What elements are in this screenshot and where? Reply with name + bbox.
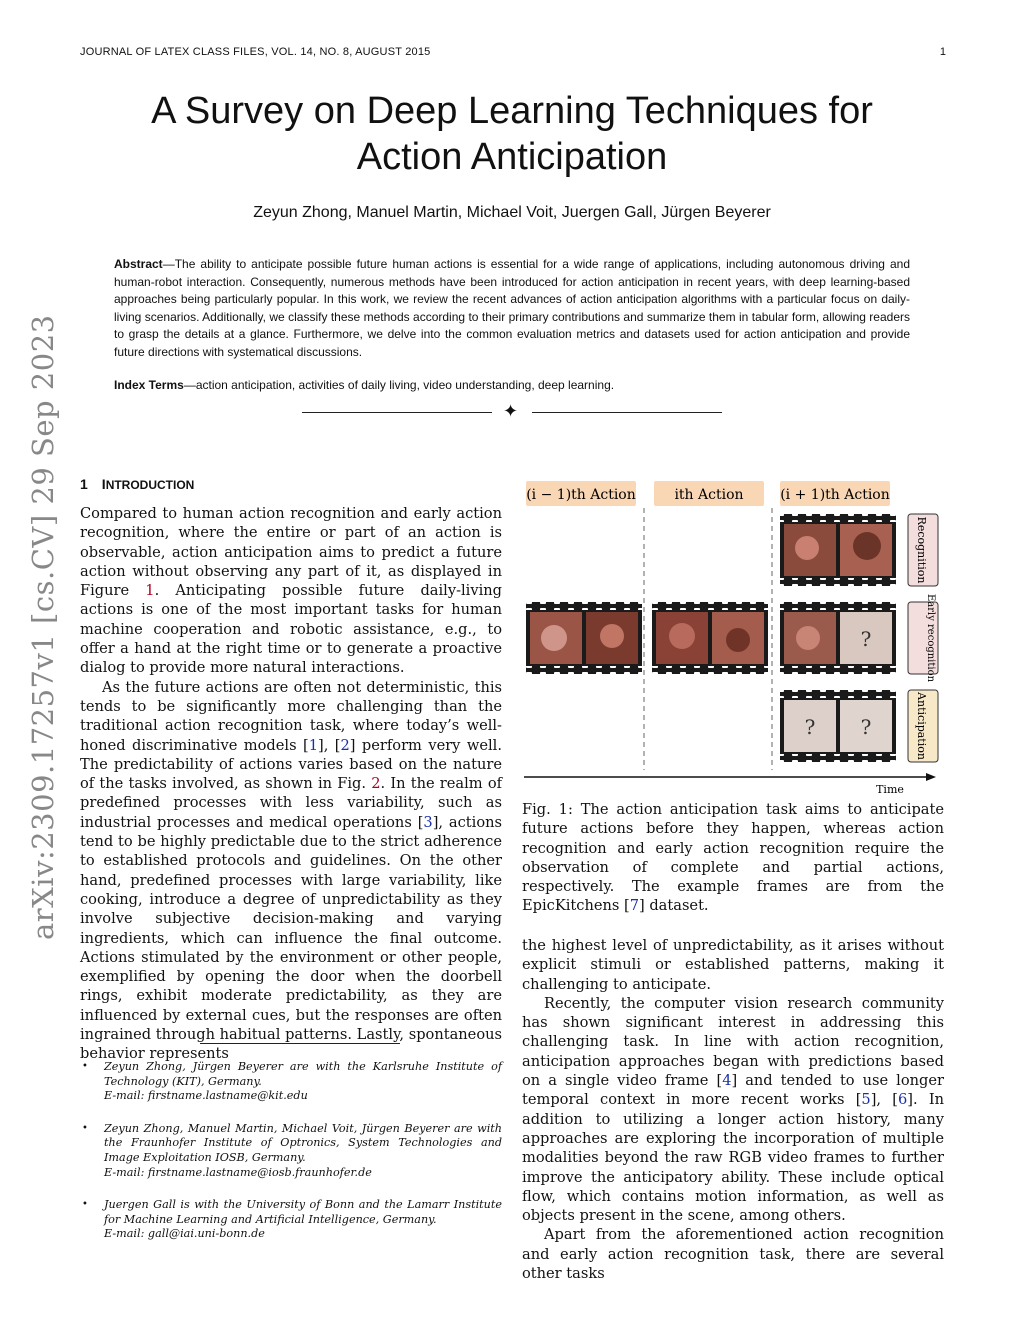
- bullet-icon: •: [82, 1122, 88, 1134]
- text-run: Compared to human action recognition and early action recognition, where the entire or part of an action is observable, action anticipation aims to predict a future action without observing any part of it, as displayed in Figure: [80, 505, 502, 600]
- index-terms: [114, 378, 910, 392]
- abstract-text: —The ability to anticipate possible future human actions is essential for a wide range of applications, including autonomous driving and human-robot interaction. Consequently, numerous methods have been introduced for action anticipation in recent years, with deep learning-based approaches being particularly popular. In this work, we review the recent advances of action anticipation algorithms with a particular focus on daily-living scenarios. Additionally, we classify these methods according to their primary contributions and summarize them in tabular form, allowing readers to grasp the details at a glance. Furthermore, we delve into the common evaluation metrics and datasets used for action anticipation and provide future directions with systematical discussions.: [114, 257, 910, 359]
- footnote-item: [80, 1198, 502, 1242]
- abstract: [114, 256, 910, 362]
- caption-label: Fig. 1:: [522, 801, 573, 818]
- right-paragraph-3: Apart from the aforementioned action recognition and early action recognition task, there are several other tasks: [522, 1226, 944, 1283]
- section-title-first: I: [101, 476, 106, 492]
- abstract-label: Abstract: [114, 257, 163, 271]
- text-run: ], [: [318, 736, 341, 754]
- footnote-item: [80, 1060, 502, 1104]
- right-column: [522, 936, 944, 1283]
- unknown-mark: ?: [860, 627, 872, 651]
- citation-link[interactable]: 4: [722, 1072, 732, 1090]
- row-label-early-recognition: Early recognition: [925, 593, 936, 683]
- text-run: ], [: [870, 1091, 898, 1109]
- title-line-2: Action Anticipation: [356, 136, 668, 178]
- figure-reference-link[interactable]: 1: [145, 582, 155, 600]
- row-label-anticipation: Anticipation: [915, 692, 928, 760]
- intro-paragraph-2: [80, 678, 502, 1064]
- col-label-current: ith Action: [674, 487, 744, 503]
- bullet-icon: •: [82, 1199, 88, 1211]
- index-terms-text: —action anticipation, activities of daily living, video understanding, deep learning.: [183, 378, 615, 392]
- arxiv-stamp: arXiv:2309.17257v1 [cs.CV] 29 Sep 2023: [26, 314, 60, 940]
- footnote-rule: [200, 1043, 400, 1044]
- footnote-text: Juergen Gall is with the University of Bonn and the Lamarr Institute for Machine Learning and Artificial Intelligence, Germany.: [104, 1198, 502, 1226]
- unknown-mark: ?: [804, 715, 816, 739]
- time-arrow-icon: [926, 773, 936, 781]
- early-film-strip-next: [780, 602, 896, 674]
- separator-left-line: [302, 412, 492, 413]
- footnote-email: E-mail: gall@iai.uni-bonn.de: [104, 1227, 265, 1241]
- citation-link[interactable]: 6: [897, 1091, 908, 1109]
- col-label-prev: (i − 1)th Action: [526, 487, 636, 503]
- row-label-recognition: Recognition: [915, 516, 928, 584]
- col-label-next: (i + 1)th Action: [780, 487, 890, 503]
- left-column: [80, 476, 502, 1064]
- footnote-email: E-mail: firstname.lastname@iosb.fraunhofer.de: [104, 1165, 372, 1179]
- intro-paragraph-1: [80, 504, 502, 678]
- right-paragraph-1: the highest level of unpredictability, as it arises without explicit stimuli or established patterns, making it challenging to anticipate.: [522, 937, 944, 993]
- footnote-text: Zeyun Zhong, Jürgen Beyerer are with the Karlsruhe Institute of Technology (KIT), Germany.: [104, 1060, 502, 1088]
- paper-title: [80, 88, 944, 180]
- text-run: ], actions tend to be highly predictable due to the strict adherence to established protocols and guidelines. On the other hand, predefined processes with large variability, like cooking, introduce a degree of unpredictability as they involve subjective decision-making and varying ingredients, which can influence the final outcome. Actions stimulated by the environment or other people, exemplified by opening the door when the doorbell rings, exhibit moderate predictability, as they are influenced by external cues, but the responses are often ingrained through habitual patterns. Lastly, spontaneous behavior represents: [80, 813, 502, 1063]
- citation-link[interactable]: 3: [423, 813, 433, 831]
- separator-right-line: [532, 412, 722, 413]
- text-run: . In the realm of predefined processes with less variability, such as industrial processes and medical operations [: [80, 775, 503, 831]
- figure-caption: [522, 800, 944, 916]
- citation-link[interactable]: 7: [629, 897, 639, 915]
- section-title-rest: NTRODUCTION: [105, 478, 195, 492]
- text-run: ] dataset.: [639, 897, 709, 915]
- early-film-strip-current: [652, 602, 768, 674]
- text-run: ] and tended to use longer temporal context in more recent works [: [522, 1072, 944, 1109]
- page-number: 1: [939, 46, 946, 58]
- text-run: The action anticipation task aims to anticipate future actions before they happen, whereas action recognition and early action recognition require the observation of complete and partial actions, respectively. The example frames are from the EpicKitchens [: [522, 801, 944, 915]
- title-line-1: A Survey on Deep Learning Techniques for: [151, 90, 873, 132]
- section-heading: [80, 476, 502, 492]
- footnote-email: E-mail: firstname.lastname@kit.edu: [104, 1089, 308, 1103]
- citation-link[interactable]: 5: [861, 1091, 871, 1109]
- running-header: JOURNAL OF LATEX CLASS FILES, VOL. 14, NO. 8, AUGUST 2015: [80, 46, 431, 58]
- bullet-icon: •: [82, 1061, 88, 1072]
- text-run: Recently, the computer vision research community has shown significant interest in addressing this challenging task. In line with action recognition, anticipation approaches began with predictions based on a single video frame [: [522, 994, 944, 1090]
- anticipation-film-strip: [780, 690, 896, 762]
- text-run: As the future actions are often not deterministic, this tends to be significantly more challenging than the traditional action recognition task, where today’s well-honed discriminative models [: [80, 678, 502, 754]
- early-film-strip-prev: [526, 602, 642, 674]
- footnotes: [80, 1060, 502, 1260]
- unknown-mark: ?: [860, 715, 872, 739]
- text-run: . Anticipating possible future daily-living actions is one of the most important tasks for human machine cooperation and robotic assistance, e.g., to offer a hand at the right time or to generate a proactive dialog to provide more natural interactions.: [80, 582, 502, 677]
- citation-link[interactable]: 1: [308, 736, 318, 754]
- author-list: Zeyun Zhong, Manuel Martin, Michael Voit, Juergen Gall, Jürgen Beyerer: [253, 204, 771, 221]
- footnote-text: Zeyun Zhong, Manuel Martin, Michael Voit, Jürgen Beyerer are with the Fraunhofer Institute of Optronics, System Technologies and Image Exploitation IOSB, Germany.: [104, 1121, 502, 1164]
- citation-link[interactable]: 2: [340, 736, 350, 754]
- text-run: ] perform very well. The predictability of actions varies based on the nature of the tasks involved, as shown in Fig.: [80, 736, 502, 793]
- text-run: ]. In addition to utilizing a longer action history, many approaches are exploring the incorporation of multiple modalities beyond the raw RGB video frames to further improve the anticipatory ability. These include optical flow, which contains motion information, as well as objects present in the scene, among others.: [522, 1091, 945, 1225]
- time-label: Time: [876, 783, 904, 796]
- separator-star-icon: ✦: [503, 401, 519, 422]
- footnote-item: [80, 1122, 502, 1180]
- index-terms-label: Index Terms: [114, 378, 184, 392]
- recognition-film-strip: [780, 514, 896, 586]
- figure-1: [522, 478, 944, 798]
- section-number: 1: [80, 476, 88, 492]
- figure-reference-link[interactable]: 2: [371, 775, 381, 793]
- right-paragraph-2: [522, 994, 944, 1226]
